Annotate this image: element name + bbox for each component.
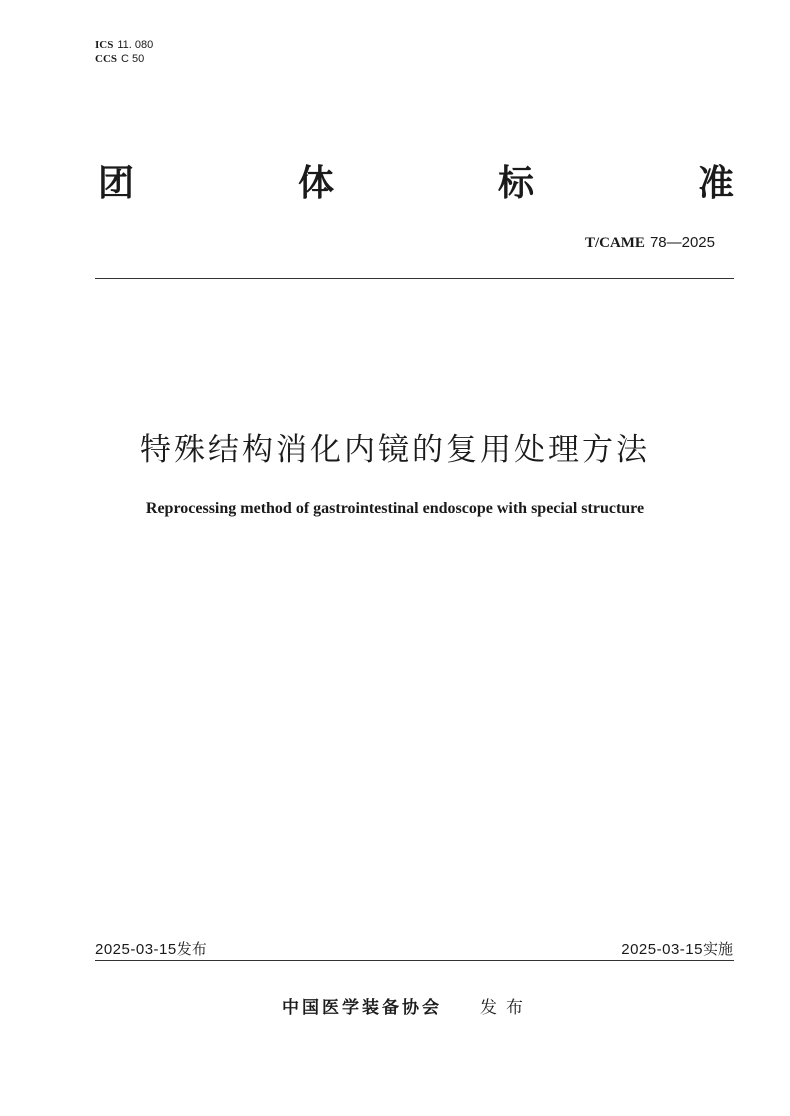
publish-date-label: 发布	[176, 940, 207, 958]
ics-code	[95, 38, 153, 52]
implement-date	[621, 938, 733, 959]
standard-number-value: 78—2025	[649, 234, 715, 251]
publish-date	[95, 938, 207, 959]
implement-date-value: 2025-03-15	[621, 941, 703, 958]
standard-number	[585, 233, 715, 252]
top-divider	[95, 278, 734, 279]
publisher-action: 发布	[480, 998, 532, 1018]
doc-type-char: 团	[98, 163, 135, 204]
ccs-value: C 50	[121, 53, 145, 65]
ics-value: 11. 080	[117, 39, 154, 51]
doc-type-char: 准	[697, 163, 734, 204]
publisher-name: 中国医学装备协会	[282, 998, 442, 1018]
ccs-code	[95, 52, 153, 66]
doc-type-char: 标	[497, 163, 534, 204]
publish-date-value: 2025-03-15	[95, 941, 177, 958]
standard-org-code: T/CAME	[584, 235, 645, 251]
implement-date-label: 实施	[702, 940, 733, 958]
publisher	[282, 993, 532, 1018]
classification-codes	[95, 38, 153, 66]
document-type-heading	[98, 163, 734, 205]
ccs-label: CCS	[95, 53, 118, 65]
title-chinese: 特殊结构消化内镜的复用处理方法	[140, 432, 650, 468]
doc-type-char: 体	[297, 163, 334, 204]
bottom-divider	[95, 960, 734, 961]
title-english: Reprocessing method of gastrointestinal endoscope with special structure	[145, 500, 645, 517]
ics-label: ICS	[95, 39, 114, 51]
